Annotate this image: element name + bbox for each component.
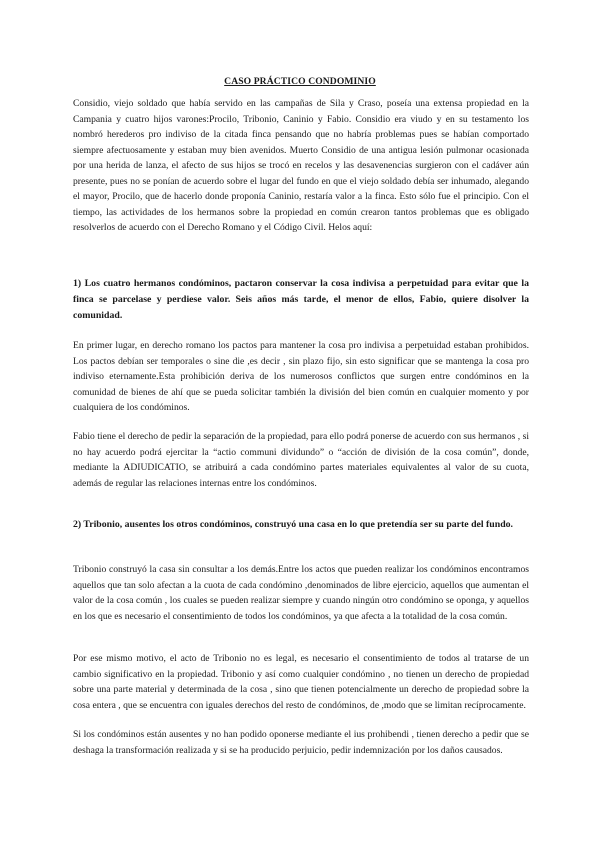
answer-1-paragraph-2: Fabio tiene el derecho de pedir la separación de la propiedad, para ello podrá ponerse de acuerdo con sus hermanos , si no hay acuerdo podrá ejercitar la “actio communi dividundo” o “acción de división de la cosa común”, donde, mediante la ADIUDICATIO, se atribuirá a cada condómino partes materiales equivalentes al valor de su cuota, además de regular las relaciones internas entre los condóminos. (73, 431, 529, 489)
intro-paragraph: Considio, viejo soldado que había servido en las campañas de Sila y Craso, poseía una extensa propiedad en la Campania y cuatro hijos varones:Procilo, Tribonio, Caninio y Fabio. Considio era viudo y en su testamento los nombró herederos pro indiviso de la citada finca pensando que no habría problemas pues se habían comportado siempre afectuosamente y estaban muy bien avenidos. Muerto Considio de una antigua lesión pulmonar ocasionada por una herida de lanza, el afecto de sus hijos se trocó en recelos y las desavenencias surgieron con el cadáver aún presente, pues no se ponían de acuerdo sobre el lugar del fundo en que el viejo soldado debía ser inhumado, alegando el mayor, Procilo, que de hacerlo donde proponía Caninio, restaría valor a la finca. Esto sólo fue el principio. Con el tiempo, las actividades de los hermanos sobre la propiedad en común crearon tantos problemas que es obligado resolverlos de acuerdo con el Derecho Romano y el Código Civil. Helos aquí: (73, 98, 529, 234)
answer-1-paragraph-1: En primer lugar, en derecho romano los pactos para mantener la cosa pro indivisa a perpetuidad estaban prohibidos. Los pactos debían ser temporales o sine die ,es decir , sin plazo fijo, sin esto significar que se mantenga la cosa pro indiviso eternamente.Esta prohibición deriva de los numerosos conflictos que surgen entre condóminos en la comunidad de bienes de ahí que se pueda solicitar también la división del bien común en cualquier momento y por cualquiera de los condóminos. (73, 340, 529, 414)
answer-2-paragraph-3: Si los condóminos están ausentes y no han podido oponerse mediante el ius prohibendi , tienen derecho a pedir que se deshaga la transformación realizada y si se ha producido perjuicio, pedir indemnización por los daños causados. (73, 729, 529, 756)
answer-2-paragraph-2: Por ese mismo motivo, el acto de Tribonio no es legal, es necesario el consentimiento de todos al tratarse de un cambio significativo en la propiedad. Tribonio y así como cualquier condómino , no tienen un derecho de propiedad sobre una parte material y determinada de la cosa , sino que tienen potencialmente un derecho de propiedad sobre la cosa entera , que se encuentra con iguales derechos del resto de condóminos, de ,modo que se limitan recíprocamente. (73, 653, 529, 711)
question-2: 2) Tribonio, ausentes los otros condóminos, construyó una casa en lo que pretendía ser su parte del fundo. (73, 519, 514, 530)
answer-2-paragraph-1: Tribonio construyó la casa sin consultar a los demás.Entre los actos que pueden realizar los condóminos encontramos aquellos que tan solo afectan a la cuota de cada condómino ,denominados de libre ejercicio, aquellos que aumentan el valor de la cosa común , los cuales se pueden realizar siempre y cuando ningún otro condómino se oponga, y aquellos en los que es necesario el consentimiento de todos los condóminos, ya que afecta a la totalidad de la cosa común. (73, 564, 529, 622)
question-1: 1) Los cuatro hermanos condóminos, pactaron conservar la cosa indivisa a perpetuidad para evitar que la finca se parcelase y perdiese valor. Seis años más tarde, el menor de ellos, Fabio, quiere disolver la comunidad. (73, 278, 529, 322)
document-title: CASO PRÁCTICO CONDOMINIO (224, 76, 376, 87)
